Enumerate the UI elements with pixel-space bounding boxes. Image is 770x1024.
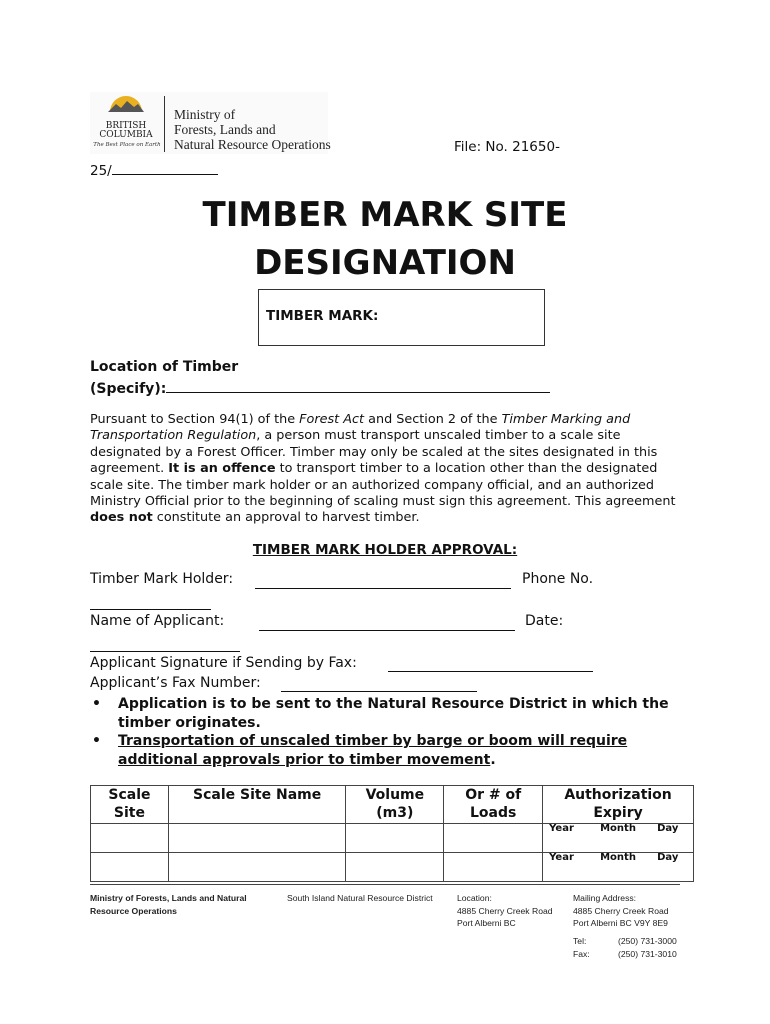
bc-sun-logo-icon (108, 94, 144, 112)
signature-field[interactable] (388, 671, 593, 672)
col-expiry: Authorization Expiry (543, 786, 694, 824)
table-cell[interactable] (444, 853, 543, 882)
bullet-icon: • (92, 733, 101, 749)
applicant-field[interactable] (259, 630, 515, 631)
year-label: Year (549, 823, 574, 834)
expiry-cell[interactable] (543, 853, 694, 882)
file-number-field[interactable] (112, 162, 218, 175)
expiry-cell[interactable] (543, 824, 694, 853)
table-cell[interactable] (91, 824, 169, 853)
col-scale-site: Scale Site (91, 786, 169, 824)
date-field[interactable] (90, 651, 240, 652)
table-cell[interactable] (168, 853, 346, 882)
holder-field[interactable] (255, 588, 511, 589)
legal-paragraph: Pursuant to Section 94(1) of the Forest Act and Section 2 of the Timber Marking and Transportation Regulation, a person must transport unscaled timber to a scale site designated by a Forest Officer. Timber may only be scaled at the sites designated in this agreement. It is an offence to transport timber to a location other than the designated scale site. The timber mark holder or an authorized company official, and an authorized Ministry Official prior to the beginning of scaling must sign this agreement. This agreement does not constitute an approval to harvest timber. (90, 412, 676, 526)
month-label: Month (600, 852, 636, 863)
file-number-suffix: 25/ (90, 162, 218, 179)
page-title: TIMBER MARK SITE DESIGNATION (202, 195, 568, 283)
scale-site-table (90, 785, 694, 882)
footer-mailing: Mailing Address: 4885 Cherry Creek Road Port Alberni BC V9Y 8E9 (573, 893, 669, 928)
fax-field[interactable] (281, 691, 477, 692)
location-field[interactable] (166, 380, 550, 393)
footer-fax: (250) 731-3010 (618, 949, 677, 959)
table-cell[interactable] (346, 853, 444, 882)
col-volume: Volume (m3) (346, 786, 444, 824)
fax-label: Applicant’s Fax Number: (90, 675, 261, 691)
date-label: Date: (525, 613, 564, 629)
footer-location: Location: 4885 Cherry Creek Road Port Alberni BC (457, 893, 553, 928)
bc-wordmark: BRITISH COLUMBIA (99, 121, 153, 140)
table-cell[interactable] (168, 824, 346, 853)
footer-district: South Island Natural Resource District (287, 893, 433, 903)
bullet-item: • Application is to be sent to the Natural Resource District in which the timber originates. (92, 696, 669, 731)
phone-field[interactable] (90, 609, 211, 610)
col-loads: Or # of Loads (444, 786, 543, 824)
bullet-icon: • (92, 696, 101, 712)
bullet-item: • Transportation of unscaled timber by barge or boom will require additional approvals prior to timber movement. (92, 733, 628, 768)
footer-fax-label: Fax: (573, 949, 590, 959)
phone-label: Phone No. (522, 571, 594, 587)
ministry-name: Ministry of Forests, Lands and Natural Resource Operations (174, 107, 331, 152)
table-row (91, 824, 694, 853)
signature-label: Applicant Signature if Sending by Fax: (90, 655, 357, 671)
month-label: Month (600, 823, 636, 834)
year-label: Year (549, 852, 574, 863)
footer-tel: (250) 731-3000 (618, 936, 677, 946)
logo-divider (164, 96, 165, 152)
applicant-label: Name of Applicant: (90, 613, 225, 629)
footer-tel-label: Tel: (573, 936, 587, 946)
table-cell[interactable] (91, 853, 169, 882)
bc-tagline: The Best Place on Earth (93, 142, 161, 148)
day-label: Day (657, 852, 679, 863)
location-specify: (Specify): (90, 380, 550, 397)
table-row (91, 853, 694, 882)
timber-mark-label: TIMBER MARK: (266, 308, 379, 324)
location-label: Location of Timber (90, 359, 239, 375)
approval-heading: TIMBER MARK HOLDER APPROVAL: (252, 542, 518, 558)
file-number-label: File: No. 21650- (454, 139, 560, 155)
footer-ministry: Ministry of Forests, Lands and Natural Resource Operations (90, 893, 247, 916)
holder-label: Timber Mark Holder: (90, 571, 234, 587)
day-label: Day (657, 823, 679, 834)
footer-divider (90, 884, 680, 885)
col-site-name: Scale Site Name (168, 786, 346, 824)
table-cell[interactable] (444, 824, 543, 853)
table-cell[interactable] (346, 824, 444, 853)
